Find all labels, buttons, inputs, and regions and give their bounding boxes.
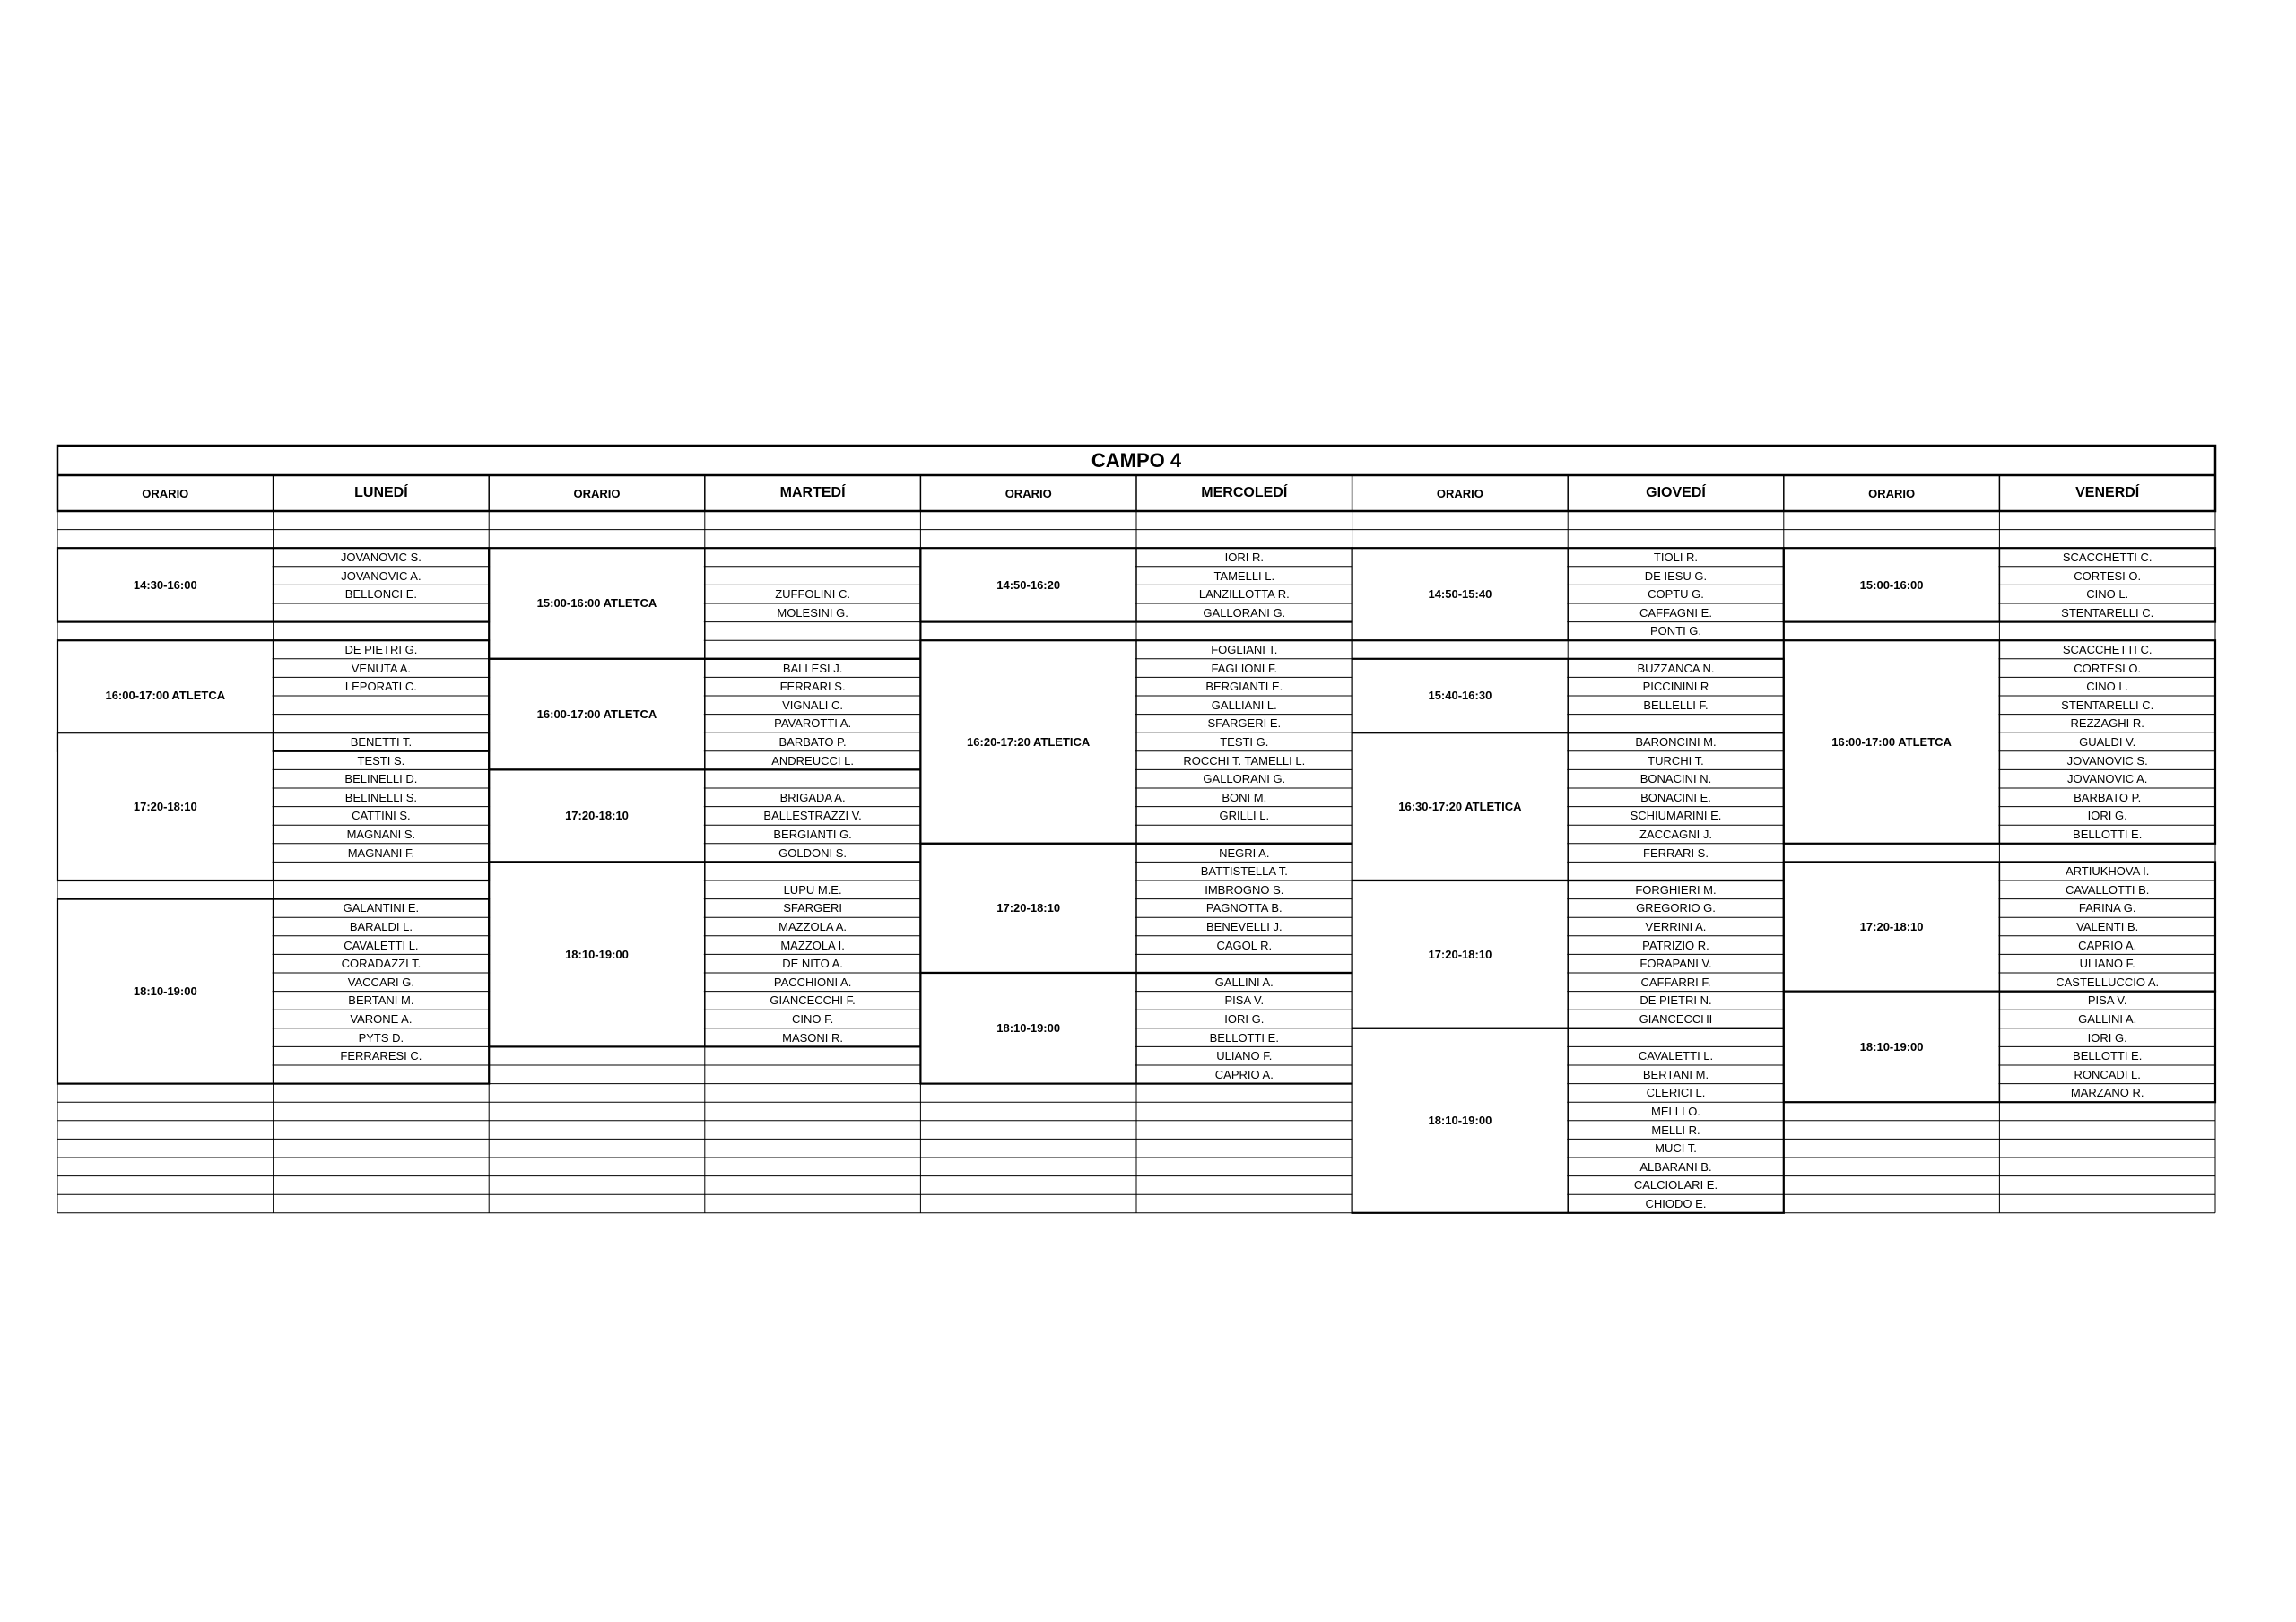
player-name: CLERICI L.: [1646, 1086, 1706, 1100]
player-name: LANZILLOTTA R.: [1198, 587, 1290, 602]
player-name: FERRARESI C.: [340, 1049, 422, 1063]
time-slot: 18:10-19:00: [996, 1021, 1061, 1036]
player-name: FORGHIERI M.: [1635, 882, 1717, 897]
player-name: TESTI S.: [357, 753, 405, 768]
player-name: PICCININI R: [1642, 680, 1709, 694]
player-name: MARZANO R.: [2070, 1086, 2144, 1100]
player-name: SFARGERI: [783, 901, 842, 915]
time-slot: 18:10-19:00: [133, 984, 197, 999]
player-name: PISA V.: [1224, 993, 1265, 1008]
player-name: CAVALLOTTI B.: [2065, 882, 2150, 897]
time-slot: 17:20-18:10: [1428, 947, 1492, 961]
player-name: GOLDONI S.: [778, 846, 848, 860]
player-name: DE PIETRI N.: [1639, 993, 1712, 1008]
player-name: BELINELLI D.: [344, 772, 418, 786]
player-name: BARBATO P.: [778, 734, 847, 749]
orario-header: ORARIO: [1004, 486, 1052, 500]
player-name: STENTARELLI C.: [2061, 605, 2154, 620]
time-slot: 14:50-15:40: [1428, 587, 1492, 602]
player-name: ALBARANI B.: [1639, 1159, 1712, 1174]
player-name: REZZAGHI R.: [2070, 716, 2144, 731]
day-header: VENERDÍ: [2075, 485, 2140, 500]
player-name: JOVANOVIC A.: [2067, 772, 2148, 786]
player-name: MAGNANI F.: [347, 846, 415, 860]
time-slot: 14:50-16:20: [996, 577, 1061, 592]
player-name: GIANCECCHI: [1639, 1011, 1713, 1026]
player-name: RONCADI L.: [2074, 1067, 2141, 1081]
player-name: DE PIETRI G.: [344, 642, 418, 656]
player-name: ZUFFOLINI C.: [775, 587, 850, 602]
player-name: IORI G.: [1224, 1011, 1265, 1026]
player-name: VERRINI A.: [1645, 919, 1707, 933]
time-slot: 18:10-19:00: [1428, 1114, 1492, 1128]
player-name: PACCHIONI A.: [773, 975, 852, 989]
player-name: MUCI T.: [1655, 1141, 1697, 1156]
player-name: MAZZOLA I.: [780, 938, 845, 952]
player-name: CAVALETTI L.: [1638, 1049, 1714, 1063]
player-name: VACCARI G.: [347, 975, 414, 989]
day-header: MERCOLEDÍ: [1201, 485, 1288, 500]
player-name: SFARGERI E.: [1207, 716, 1282, 731]
player-name: LUPU M.E.: [783, 882, 842, 897]
player-name: CAGOL R.: [1216, 938, 1273, 952]
player-name: CINO F.: [791, 1011, 834, 1026]
player-name: PISA V.: [2087, 993, 2127, 1008]
player-name: BELLOTTI E.: [1209, 1030, 1279, 1045]
time-slot: 17:20-18:10: [1859, 919, 1924, 933]
player-name: IORI G.: [2087, 1030, 2127, 1045]
player-name: ARTIUKHOVA I.: [2065, 864, 2150, 879]
player-name: PYTS D.: [358, 1030, 404, 1045]
player-name: SCACCHETTI C.: [2062, 550, 2152, 564]
player-name: IORI R.: [1224, 550, 1264, 564]
player-name: CAFFARRI F.: [1640, 975, 1711, 989]
player-name: BONACINI E.: [1640, 790, 1711, 804]
time-slot: 15:00-16:00: [1859, 577, 1924, 592]
player-name: PATRIZIO R.: [1642, 938, 1709, 952]
player-name: IORI G.: [2087, 809, 2127, 823]
player-name: BARONCINI M.: [1635, 734, 1717, 749]
time-slot: 16:00-17:00 ATLETCA: [1831, 734, 1952, 749]
player-name: CAVALETTI L.: [344, 938, 419, 952]
player-name: CINO L.: [2086, 680, 2129, 694]
player-name: SCACCHETTI C.: [2062, 642, 2152, 656]
player-name: MOLESINI G.: [777, 605, 848, 620]
player-name: CHIODO E.: [1645, 1196, 1707, 1210]
player-name: CINO L.: [2086, 587, 2129, 602]
time-slot: 18:10-19:00: [565, 947, 629, 961]
day-header: LUNEDÍ: [354, 485, 408, 500]
player-name: TAMELLI L.: [1213, 568, 1275, 583]
player-name: IMBROGNO S.: [1205, 882, 1284, 897]
player-name: FAGLIONI F.: [1211, 661, 1278, 675]
player-name: GALLORANI G.: [1203, 605, 1286, 620]
player-name: DE NITO A.: [782, 957, 843, 971]
player-name: BELLOTTI E.: [2073, 827, 2143, 841]
player-name: FOGLIANI T.: [1211, 642, 1278, 656]
day-header: MARTEDÍ: [779, 485, 846, 500]
player-name: BRIGADA A.: [779, 790, 846, 804]
player-name: ANDREUCCI L.: [771, 753, 854, 768]
player-name: VIGNALI C.: [782, 698, 844, 712]
time-slot: 15:00-16:00 ATLETCA: [536, 596, 657, 611]
player-name: ZACCAGNI J.: [1639, 827, 1712, 841]
player-name: BELINELLI S.: [344, 790, 417, 804]
player-name: TESTI G.: [1220, 734, 1269, 749]
player-name: VENUTA A.: [351, 661, 411, 675]
player-name: BUZZANCA N.: [1637, 661, 1715, 675]
time-slot: 17:20-18:10: [565, 809, 629, 823]
orario-header: ORARIO: [573, 486, 621, 500]
player-name: DE IESU G.: [1644, 568, 1708, 583]
player-name: STENTARELLI C.: [2061, 698, 2154, 712]
player-name: BARALDI L.: [349, 919, 413, 933]
time-slot: 17:20-18:10: [996, 901, 1061, 915]
player-name: CASTELLUCCIO A.: [2056, 975, 2160, 989]
player-name: JOVANOVIC S.: [2066, 753, 2148, 768]
player-name: GREGORIO G.: [1636, 901, 1716, 915]
player-name: BELLELLI F.: [1643, 698, 1709, 712]
player-name: CATTINI S.: [352, 809, 411, 823]
player-name: BARBATO P.: [2074, 790, 2142, 804]
player-name: BATTISTELLA T.: [1200, 864, 1288, 879]
time-slot: 16:00-17:00 ATLETCA: [536, 707, 657, 722]
player-name: MASONI R.: [782, 1030, 844, 1045]
time-slot: 16:20-17:20 ATLETICA: [967, 734, 1091, 749]
player-name: BERTANI M.: [1642, 1067, 1709, 1081]
player-name: BERTANI M.: [348, 993, 414, 1008]
time-slot: 15:40-16:30: [1428, 689, 1492, 703]
time-slot: 16:30-17:20 ATLETICA: [1398, 800, 1522, 814]
day-header: GIOVEDÍ: [1646, 485, 1706, 500]
time-slot: 14:30-16:00: [133, 577, 197, 592]
player-name: GALLINI A.: [1214, 975, 1274, 989]
orario-header: ORARIO: [142, 486, 189, 500]
player-name: CORADAZZI T.: [341, 957, 422, 971]
player-name: GALLORANI G.: [1203, 772, 1286, 786]
player-name: CAPRIO A.: [1214, 1067, 1274, 1081]
orario-header: ORARIO: [1868, 486, 1916, 500]
player-name: MELLI O.: [1651, 1104, 1700, 1118]
player-name: BENETTI T.: [350, 734, 413, 749]
player-name: JOVANOVIC A.: [341, 568, 422, 583]
time-slot: 17:20-18:10: [133, 800, 197, 814]
orario-header: ORARIO: [1436, 486, 1483, 500]
player-name: SCHIUMARINI E.: [1630, 809, 1722, 823]
player-name: BERGIANTI E.: [1205, 680, 1283, 694]
player-name: GIANCECCHI F.: [770, 993, 856, 1008]
player-name: MELLI R.: [1651, 1123, 1700, 1137]
player-name: JOVANOVIC S.: [340, 550, 422, 564]
player-name: CALCIOLARI E.: [1633, 1178, 1718, 1193]
player-name: ULIANO F.: [1216, 1049, 1273, 1063]
player-name: BONACINI N.: [1639, 772, 1712, 786]
player-name: MAZZOLA A.: [778, 919, 848, 933]
player-name: BELLOTTI E.: [2073, 1049, 2143, 1063]
player-name: FARINA G.: [2078, 901, 2136, 915]
player-name: CORTESI O.: [2074, 661, 2142, 675]
player-name: CAFFAGNI E.: [1639, 605, 1712, 620]
player-name: MAGNANI S.: [346, 827, 416, 841]
player-name: CORTESI O.: [2074, 568, 2142, 583]
player-name: ROCCHI T. TAMELLI L.: [1183, 753, 1306, 768]
player-name: NEGRI A.: [1219, 846, 1270, 860]
player-name: VALENTI B.: [2076, 919, 2139, 933]
player-name: BONI M.: [1222, 790, 1267, 804]
time-slot: 16:00-17:00 ATLETCA: [105, 689, 226, 703]
player-name: GRILLI L.: [1219, 809, 1270, 823]
player-name: GALLINI A.: [2078, 1011, 2137, 1026]
player-name: COPTU G.: [1648, 587, 1704, 602]
player-name: TIOLI R.: [1653, 550, 1699, 564]
table-title: CAMPO 4: [1091, 448, 1182, 472]
player-name: FERRARI S.: [1643, 846, 1709, 860]
player-name: BALLESI J.: [782, 661, 843, 675]
player-name: BELLONCI E.: [344, 587, 417, 602]
player-name: BENEVELLI J.: [1206, 919, 1283, 933]
player-name: GUALDI V.: [2079, 734, 2136, 749]
player-name: PAGNOTTA B.: [1205, 901, 1283, 915]
player-name: BERGIANTI G.: [773, 827, 852, 841]
player-name: TURCHI T.: [1648, 753, 1704, 768]
player-name: BALLESTRAZZI V.: [763, 809, 862, 823]
player-name: FERRARI S.: [779, 680, 846, 694]
player-name: GALANTINI E.: [343, 901, 420, 915]
time-slot: 18:10-19:00: [1859, 1039, 1924, 1054]
player-name: FORAPANI V.: [1639, 957, 1712, 971]
player-name: ULIANO F.: [2079, 957, 2135, 971]
player-name: PONTI G.: [1649, 624, 1702, 638]
player-name: CAPRIO A.: [2078, 938, 2137, 952]
player-name: LEPORATI C.: [344, 680, 417, 694]
player-name: PAVAROTTI A.: [774, 716, 852, 731]
player-name: VARONE A.: [350, 1011, 413, 1026]
player-name: GALLIANI L.: [1211, 698, 1277, 712]
